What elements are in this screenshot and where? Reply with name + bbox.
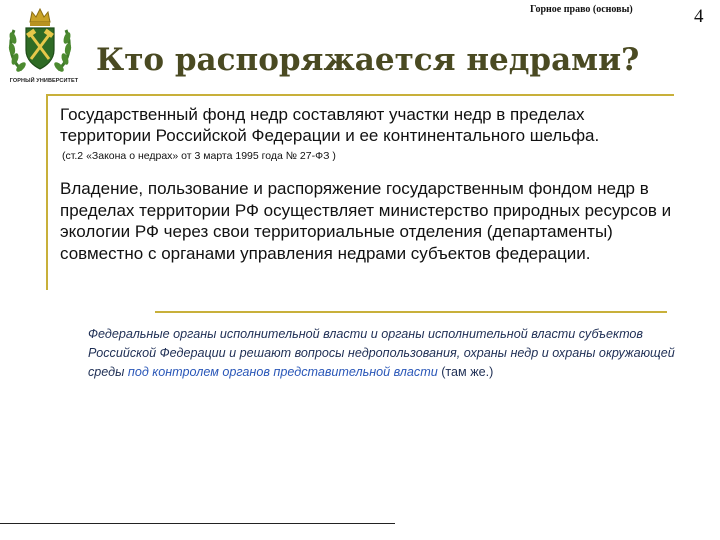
section-divider <box>155 311 667 313</box>
university-logo <box>4 4 79 90</box>
page-number: 4 <box>694 6 704 27</box>
paragraph-ownership: Владение, пользование и распоряжение государственным фондом недр в пределах территории РФ осуществляет министерство природных ресурсов и экологии РФ через свои территориальные отделения (департаменты) совместно с органами управления недрами субъектов федерации. <box>60 179 672 263</box>
paragraph-state-fund: Государственный фонд недр составляют участки недр в пределах территории Российской Федерации и ее континентального шельфа. <box>60 105 600 145</box>
title-divider <box>46 94 674 96</box>
note-tail: (там же.) <box>437 365 494 379</box>
law-citation: (ст.2 «Закона о недрах» от 3 марта 1995 года № 27-ФЗ ) <box>62 150 336 162</box>
footer-divider <box>0 523 395 524</box>
note-text: Федеральные органы исполнительной власти и органы исполнительной власти субъектов Российской Федерации и решают вопросы недропользования, охраны недр и охраны окружающей среды <box>88 327 675 379</box>
note-highlight: под контролем органов представительной власти <box>127 365 438 379</box>
note-paragraph <box>88 325 688 382</box>
university-crest-icon <box>4 4 76 78</box>
left-accent-bar <box>46 95 48 290</box>
course-header: Горное право (основы) <box>530 4 633 15</box>
slide-title: Кто распоряжается недрами? <box>96 42 640 78</box>
logo-caption: ГОРНЫЙ УНИВЕРСИТЕТ <box>9 78 79 84</box>
